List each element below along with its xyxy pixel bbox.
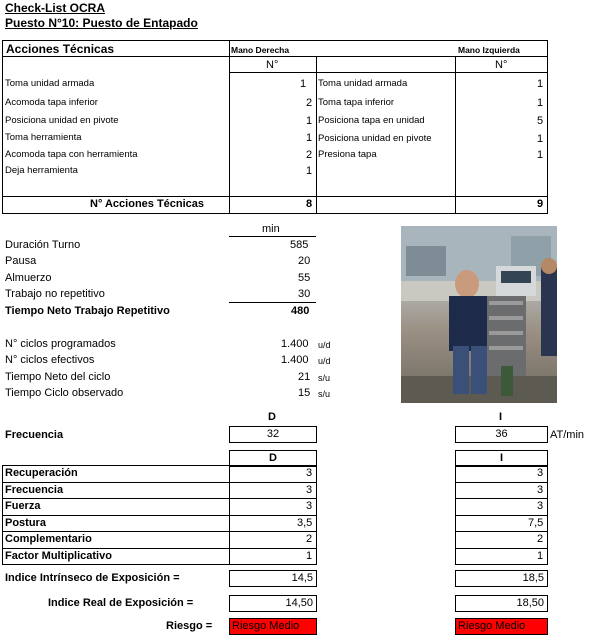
risk-d-badge: Riesgo Medio [229,618,317,635]
net-time-value: 480 [291,305,310,317]
factor-label: Complementario [5,533,92,545]
cycle-value: 1.400 [281,338,309,350]
real-index-d: 14,50 [229,595,317,612]
time-label: Pausa [5,255,37,267]
time-label: Almuerzo [5,272,52,284]
net-time-label: Tiempo Neto Trabajo Repetitivo [5,305,170,317]
right-num-header: N° [266,59,279,71]
factor-label: Fuerza [5,500,41,512]
cycle-value: 15 [298,387,311,399]
right-action-count: 1 [306,115,313,127]
left-num-header: N° [495,59,508,71]
cycle-unit: s/u [318,373,331,383]
document-title: Check-List OCRA [5,1,106,15]
time-label: Duración Turno [5,239,81,251]
factor-d: 3 [306,484,313,496]
right-hand-label: Mano Derecha [231,45,290,55]
right-action-label: Deja herramienta [5,165,78,176]
factor-label: Factor Multiplicativo [5,550,112,562]
intrinsic-index-label: Indice Intrínseco de Exposición = [5,572,180,584]
time-label: Trabajo no repetitivo [5,288,105,300]
cycle-label: N° ciclos efectivos [5,354,95,366]
factor-d: 3,5 [297,517,313,529]
risk-i-badge: Riesgo Medio [455,618,548,635]
factor-i: 1 [537,550,544,562]
cycle-label: N° ciclos programados [5,338,116,350]
left-action-label: Posiciona unidad en pivote [318,133,432,144]
time-value: 585 [290,239,309,251]
factor-d: 3 [306,500,313,512]
workstation-photo [401,226,557,403]
right-action-label: Toma unidad armada [5,78,95,89]
frequency-col-i: I [499,411,503,423]
real-index-i: 18,50 [455,595,548,612]
frequency-d-value: 32 [229,426,317,443]
cycle-label: Tiempo Neto del ciclo [5,371,111,383]
right-action-count: 2 [306,149,313,161]
factor-i: 2 [537,533,544,545]
risk-label: Riesgo = [166,620,213,632]
left-action-count: 5 [537,115,544,127]
min-unit-header: min [262,223,280,235]
intrinsic-index-i: 18,5 [455,570,548,587]
cycle-value: 1.400 [281,354,309,366]
right-action-count: 1 [306,165,313,177]
frequency-unit: AT/min [550,429,585,441]
factor-label: Frecuencia [5,484,64,496]
total-right: 8 [306,198,313,210]
frequency-label: Frecuencia [5,429,64,441]
factor-d: 1 [306,550,313,562]
factor-i: 7,5 [528,517,544,529]
frequency-i-value: 36 [455,426,548,443]
real-index-label: Indice Real de Exposición = [48,597,194,609]
actions-table-title: Acciones Técnicas [6,42,115,56]
right-action-count: 1 [306,132,313,144]
intrinsic-index-d: 14,5 [229,570,317,587]
total-actions-label: N° Acciones Técnicas [90,198,205,210]
left-action-label: Toma unidad armada [318,78,408,89]
right-action-count: 1 [300,78,307,90]
time-value: 30 [298,288,311,300]
cycle-label: Tiempo Ciclo observado [5,387,124,399]
right-action-count: 2 [306,97,313,109]
frequency-col-d: D [268,411,276,423]
factors-col-i: I [455,450,548,467]
cycle-unit: s/u [318,389,331,399]
right-action-label: Toma herramienta [5,132,82,143]
cycle-unit: u/d [318,340,331,350]
cycle-value: 21 [298,371,311,383]
factor-label: Postura [5,517,46,529]
factor-i: 3 [537,467,544,479]
factors-col-d: D [229,450,317,467]
left-action-label: Toma tapa inferior [318,97,395,108]
factor-d: 3 [306,467,313,479]
factor-label: Recuperación [5,467,78,479]
workstation-photo-icon [401,226,557,403]
left-action-label: Posiciona tapa en unidad [318,115,425,126]
left-action-count: 1 [537,97,544,109]
left-hand-label: Mano Izquierda [458,45,520,55]
left-action-label: Presiona tapa [318,149,377,160]
right-action-label: Posiciona unidad en pivote [5,115,119,126]
factor-d: 2 [306,533,313,545]
left-action-count: 1 [537,149,544,161]
time-value: 55 [298,272,311,284]
left-action-count: 1 [537,133,544,145]
factor-i: 3 [537,484,544,496]
right-action-label: Acomoda tapa con herramienta [5,149,138,160]
document-subtitle: Puesto N°10: Puesto de Entapado [5,16,198,30]
left-action-count: 1 [537,78,544,90]
cycle-unit: u/d [318,356,331,366]
right-action-label: Acomoda tapa inferior [5,97,98,108]
total-left: 9 [537,198,544,210]
factor-i: 3 [537,500,544,512]
time-value: 20 [298,255,311,267]
